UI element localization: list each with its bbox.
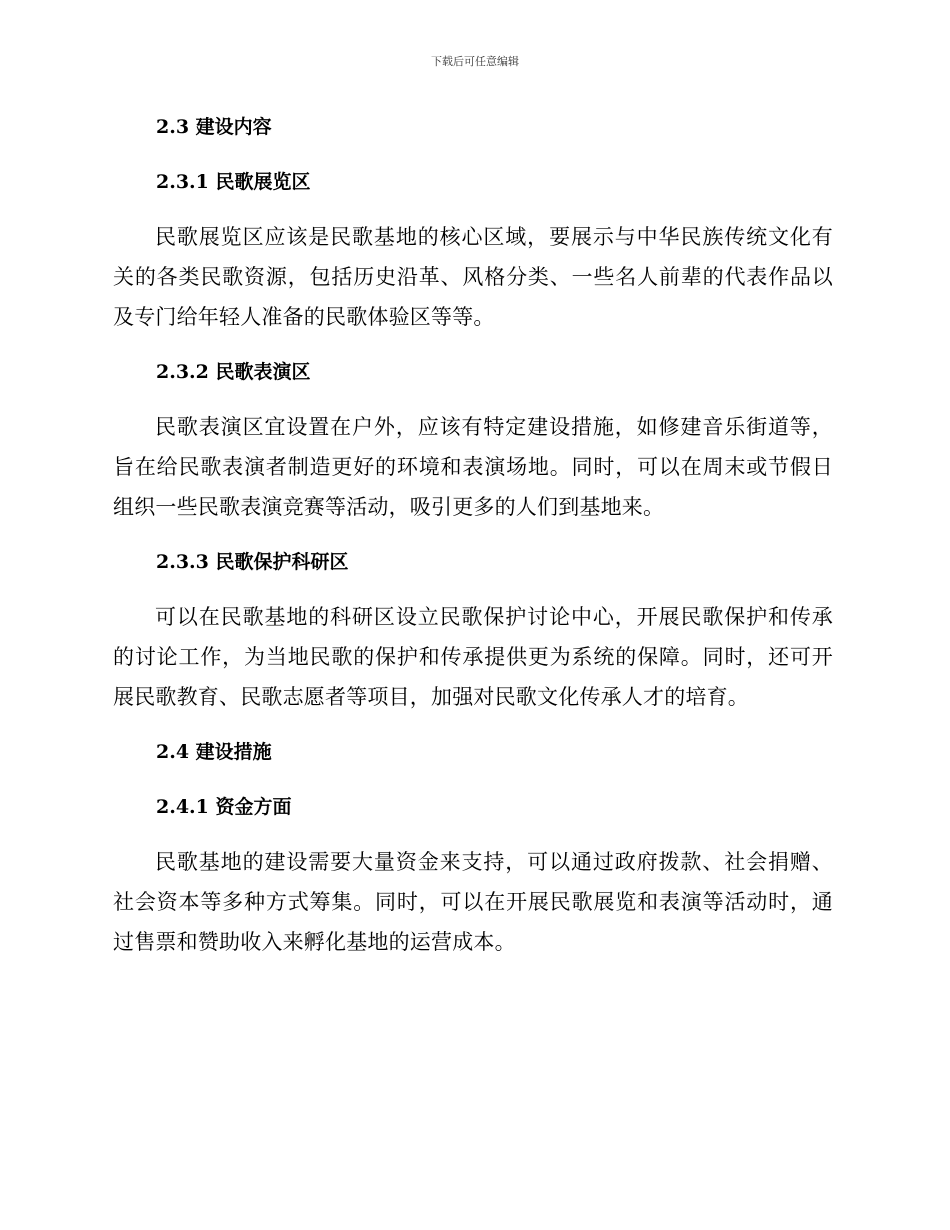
section-heading-2-3-3: 2.3.3 民歌保护科研区 (156, 551, 349, 573)
page-header: 下载后可任意编辑 (431, 55, 519, 68)
paragraph-2-3-2: 民歌表演区宜设置在户外，应该有特定建设措施，如修建音乐街道等，旨在给民歌表演者制造更好的环境和表演场地。同时，可以在周末或节假日组织一些民歌表演竞赛等活动，吸引更多的人们到基地来。 (113, 415, 833, 519)
paragraph-2-4-1: 民歌基地的建设需要大量资金来支持，可以通过政府拨款、社会捐赠、社会资本等多种方式筹集。同时，可以在开展民歌展览和表演等活动时，通过售票和赞助收入来孵化基地的运营成本。 (113, 850, 833, 954)
section-heading-2-3-2: 2.3.2 民歌表演区 (156, 361, 311, 383)
paragraph-2-3-3: 可以在民歌基地的科研区设立民歌保护讨论中心，开展民歌保护和传承的讨论工作，为当地民歌的保护和传承提供更为系统的保障。同时，还可开展民歌教育、民歌志愿者等项目，加强对民歌文化传承人才的培育。 (113, 605, 833, 709)
section-heading-2-4-1: 2.4.1 资金方面 (156, 796, 292, 818)
section-heading-2-3-1: 2.3.1 民歌展览区 (156, 171, 311, 193)
paragraph-2-3-1: 民歌展览区应该是民歌基地的核心区域，要展示与中华民族传统文化有关的各类民歌资源，包括历史沿革、风格分类、一些名人前辈的代表作品以及专门给年轻人准备的民歌体验区等等。 (113, 225, 833, 329)
section-heading-2-3: 2.3 建设内容 (156, 116, 272, 138)
document-body (113, 107, 833, 977)
section-heading-2-4: 2.4 建设措施 (156, 741, 272, 763)
